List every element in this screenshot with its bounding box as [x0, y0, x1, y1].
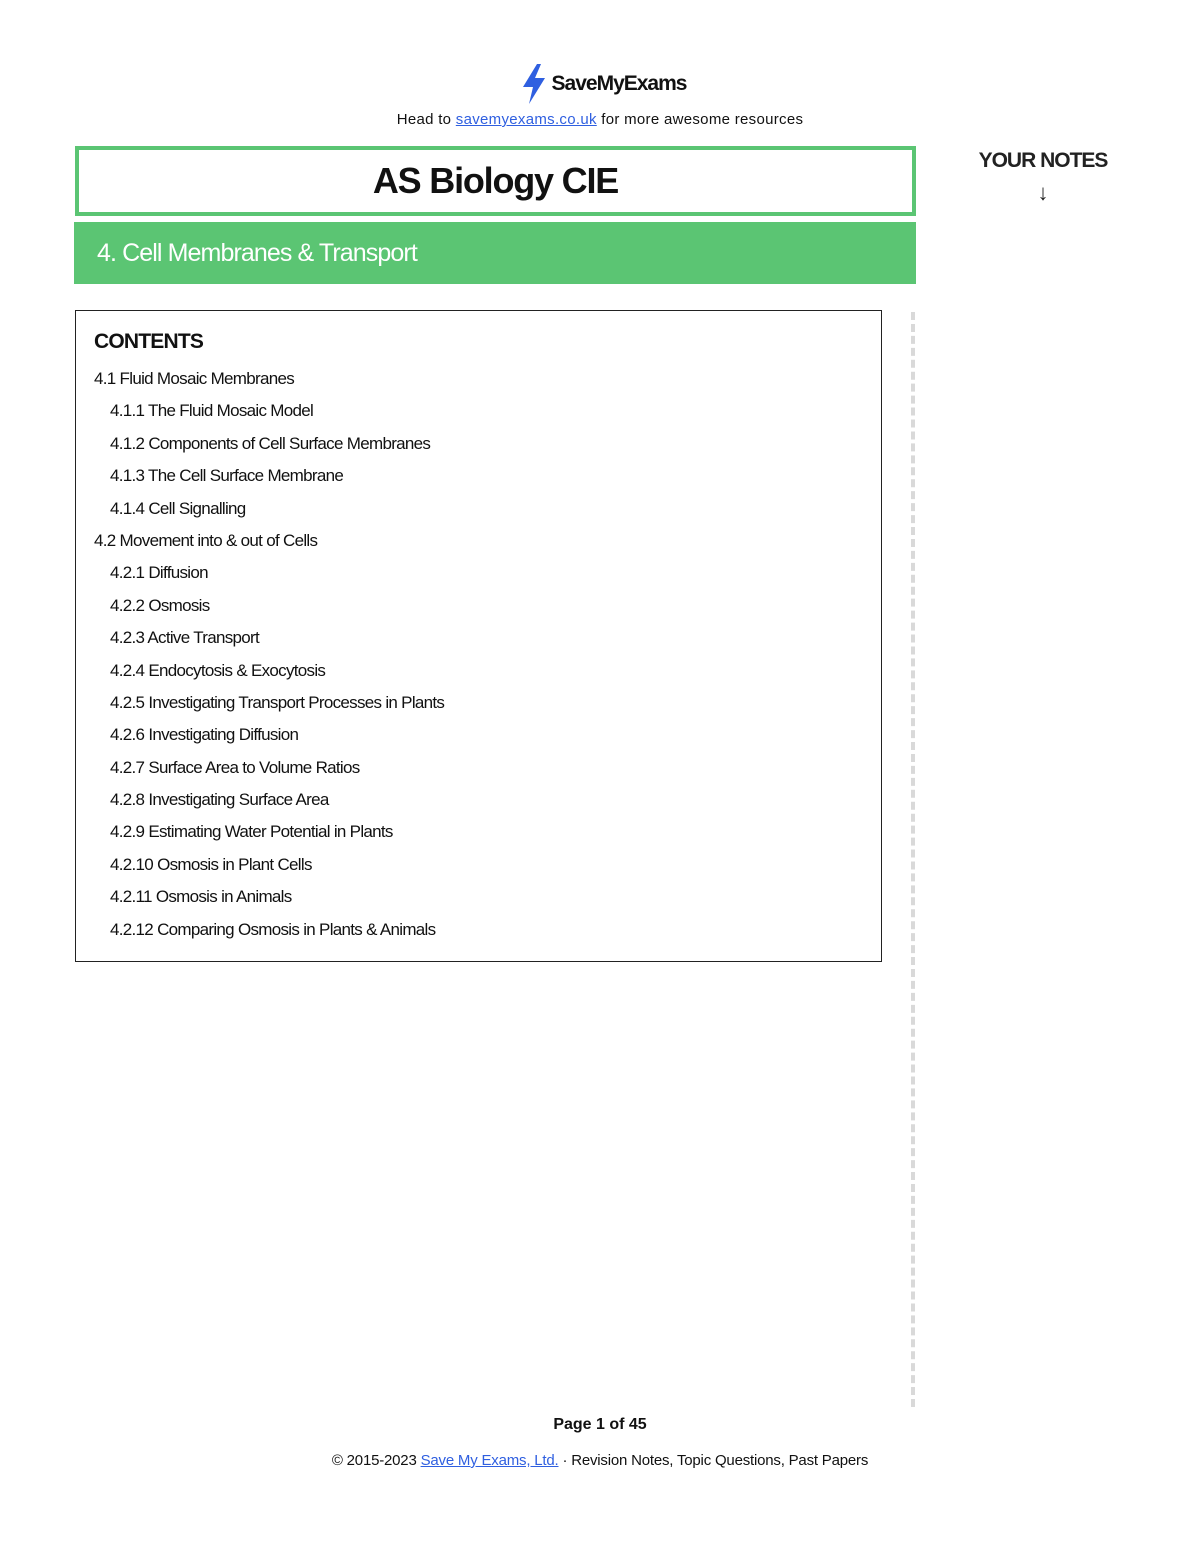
contents-item[interactable]: 4.2.5 Investigating Transport Processes in Plants: [110, 692, 445, 712]
tagline-link[interactable]: savemyexams.co.uk: [455, 111, 597, 128]
tagline: [0, 111, 1200, 128]
notes-divider: [911, 312, 915, 1407]
brand-name: SaveMyExams: [551, 72, 687, 95]
down-arrow-icon: ↓: [1037, 180, 1049, 205]
copyright: [0, 1452, 1200, 1469]
section-title: 4. Cell Membranes & Transport: [97, 238, 417, 267]
contents-item[interactable]: 4.1.3 The Cell Surface Membrane: [110, 466, 344, 486]
contents-item[interactable]: 4.2.8 Investigating Surface Area: [110, 790, 329, 810]
contents-item[interactable]: 4.2.10 Osmosis in Plant Cells: [110, 854, 312, 874]
contents-item[interactable]: 4.2.12 Comparing Osmosis in Plants & Animals: [110, 919, 436, 939]
copyright-link[interactable]: Save My Exams, Ltd.: [420, 1452, 559, 1469]
copyright-suffix: · Revision Notes, Topic Questions, Past Papers: [558, 1452, 869, 1469]
contents-list: [94, 363, 444, 946]
your-notes-label: YOUR NOTES: [978, 149, 1108, 172]
tagline-suffix: for more awesome resources: [596, 111, 804, 128]
copyright-prefix: © 2015-2023: [331, 1452, 421, 1469]
brand-logo[interactable]: [0, 64, 1200, 104]
page-title: AS Biology CIE: [372, 160, 619, 201]
brand-logo-inner: [520, 64, 687, 104]
contents-box: [75, 310, 882, 962]
contents-item[interactable]: 4.2.7 Surface Area to Volume Ratios: [110, 757, 360, 777]
contents-item[interactable]: 4.2 Movement into & out of Cells: [94, 530, 318, 550]
contents-item[interactable]: 4.2.9 Estimating Water Potential in Plants: [110, 822, 393, 842]
contents-item[interactable]: 4.1 Fluid Mosaic Membranes: [94, 369, 295, 388]
section-bar: [74, 222, 916, 284]
page-number: Page 1 of 45: [553, 1416, 647, 1433]
contents-item[interactable]: 4.2.2 Osmosis: [110, 595, 210, 615]
contents-item[interactable]: 4.1.1 The Fluid Mosaic Model: [110, 401, 314, 421]
contents-item[interactable]: 4.2.6 Investigating Diffusion: [110, 725, 299, 745]
contents-item[interactable]: 4.2.11 Osmosis in Animals: [110, 887, 292, 907]
tagline-prefix: Head to: [396, 111, 456, 128]
title-box: [75, 146, 916, 216]
contents-item[interactable]: 4.1.4 Cell Signalling: [110, 498, 246, 518]
contents-item[interactable]: 4.1.2 Components of Cell Surface Membranes: [110, 433, 431, 453]
contents-item[interactable]: 4.2.3 Active Transport: [110, 628, 260, 648]
contents-heading: CONTENTS: [94, 330, 204, 353]
lightning-bolt-icon: [520, 64, 548, 104]
contents-item[interactable]: 4.2.1 Diffusion: [110, 563, 208, 583]
contents-item[interactable]: 4.2.4 Endocytosis & Exocytosis: [110, 660, 326, 680]
